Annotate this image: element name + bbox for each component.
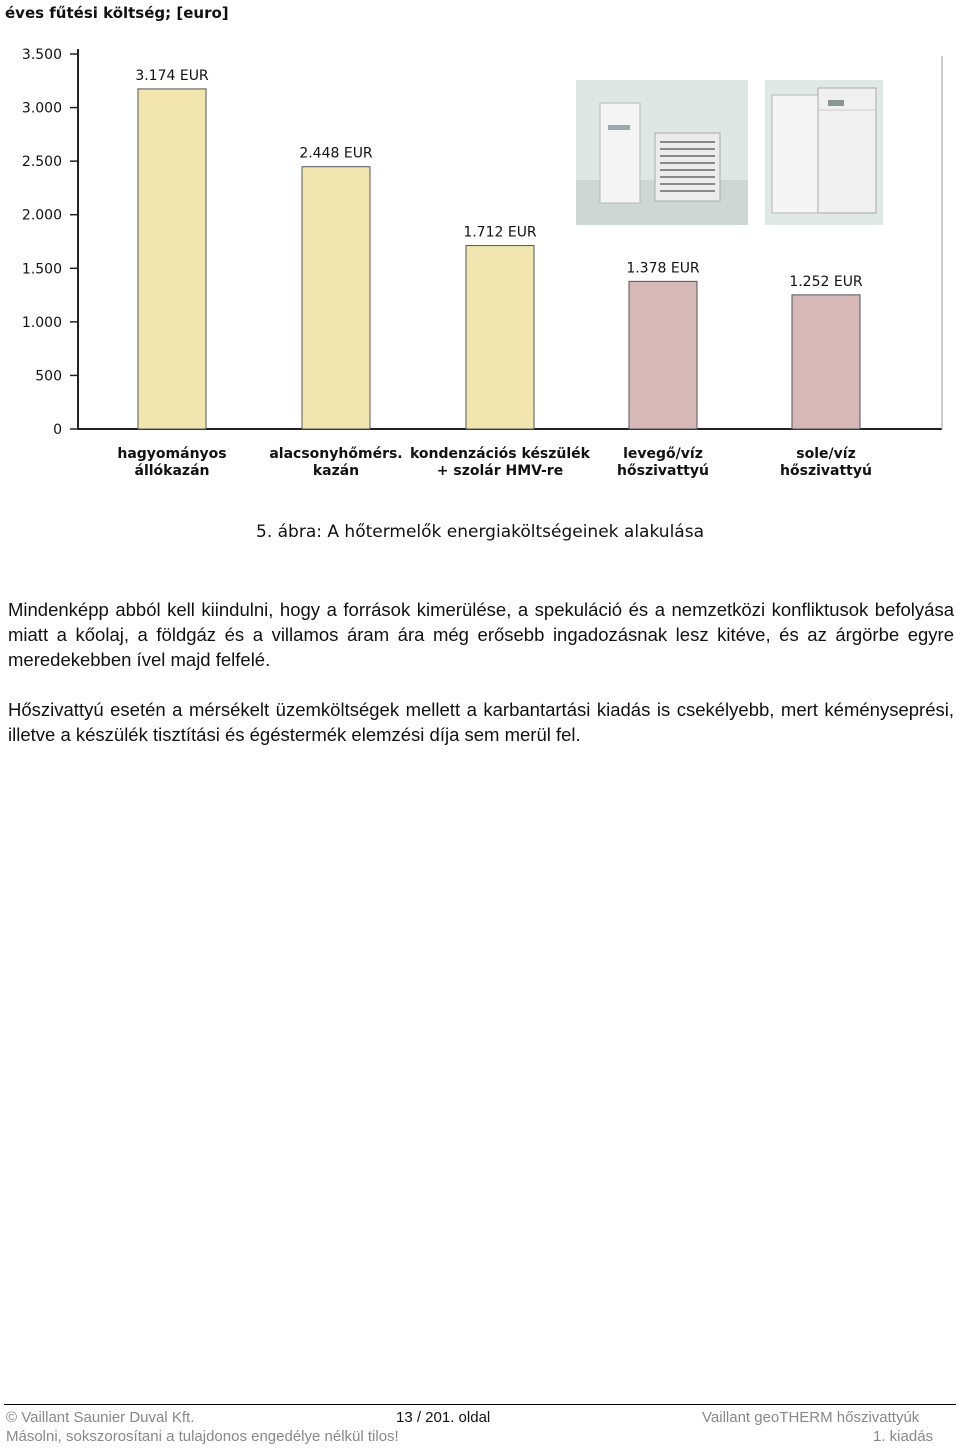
x-category-label: kondenzációs készülék bbox=[409, 446, 591, 462]
bar bbox=[138, 89, 206, 429]
y-tick-label: 3.000 bbox=[21, 100, 62, 117]
footer-copyright: © Vaillant Saunier Duval Kft. bbox=[6, 1409, 195, 1426]
x-category-label: állókazán bbox=[134, 463, 210, 479]
bar-value-label: 1.252 EUR bbox=[789, 273, 863, 290]
y-tick-label: 2.500 bbox=[21, 154, 62, 171]
y-axis-title: éves fűtési költség; [euro] bbox=[5, 4, 229, 22]
paragraph-heat-pump-costs: Hőszivattyú esetén a mérsékelt üzemköltségek mellett a karbantartási kiadás is csekélyebb, mert kéményseprési, illetve a készülék tisztítási és égéstermék elemzési díja sem merül fel. bbox=[8, 699, 954, 745]
x-category-label: sole/víz bbox=[796, 446, 856, 462]
footer-copy-notice: Másolni, sokszorosítani a tulajdonos engedélye nélkül tilos! bbox=[6, 1428, 399, 1445]
heating-cost-chart bbox=[0, 0, 960, 500]
footer-product: Vaillant geoTHERM hőszivattyúk bbox=[702, 1409, 920, 1426]
bar bbox=[302, 167, 370, 429]
heat-pump-photo-brine bbox=[765, 80, 883, 225]
paragraph-price-volatility: Mindenképp abból kell kiindulni, hogy a források kimerülése, a spekuláció és a nemzetközi konfliktusok befolyása miatt a kőolaj, a földgáz és a villamos áram ára még erősebb ingadozásnak lesz kitéve, és az árgörbe egyre meredekebben ível majd felfelé. bbox=[8, 599, 954, 670]
y-tick-label: 0 bbox=[53, 422, 62, 438]
x-category-label: + szolár HMV-re bbox=[436, 463, 564, 479]
figure-caption: 5. ábra: A hőtermelők energiaköltségeinek alakulása bbox=[256, 522, 704, 542]
y-tick-label: 2.000 bbox=[21, 207, 62, 224]
bar-value-label: 1.378 EUR bbox=[626, 260, 700, 277]
y-tick-label: 500 bbox=[35, 368, 62, 385]
bar-value-label: 1.712 EUR bbox=[463, 224, 537, 241]
bar-value-label: 3.174 EUR bbox=[135, 67, 209, 84]
x-category-label: alacsonyhőmérs. bbox=[269, 446, 403, 462]
y-tick-label: 1.500 bbox=[21, 261, 62, 278]
bar bbox=[629, 281, 697, 429]
x-category-label: levegő/víz bbox=[623, 446, 703, 462]
footer-divider bbox=[4, 1404, 956, 1405]
x-category-label: kazán bbox=[312, 463, 360, 479]
heat-pump-photo-air bbox=[576, 80, 748, 225]
footer-edition: 1. kiadás bbox=[873, 1428, 934, 1445]
x-category-label: hőszivattyú bbox=[780, 463, 872, 479]
y-tick-label: 3.500 bbox=[21, 47, 62, 63]
footer-page-number: 13 / 201. oldal bbox=[396, 1409, 491, 1426]
x-category-label: hagyományos bbox=[117, 446, 227, 462]
bar bbox=[466, 246, 534, 429]
x-category-label: hőszivattyú bbox=[617, 463, 709, 479]
chart-marks bbox=[117, 68, 872, 479]
bar bbox=[792, 295, 860, 429]
y-tick-label: 1.000 bbox=[21, 314, 62, 331]
bar-value-label: 2.448 EUR bbox=[299, 145, 373, 162]
